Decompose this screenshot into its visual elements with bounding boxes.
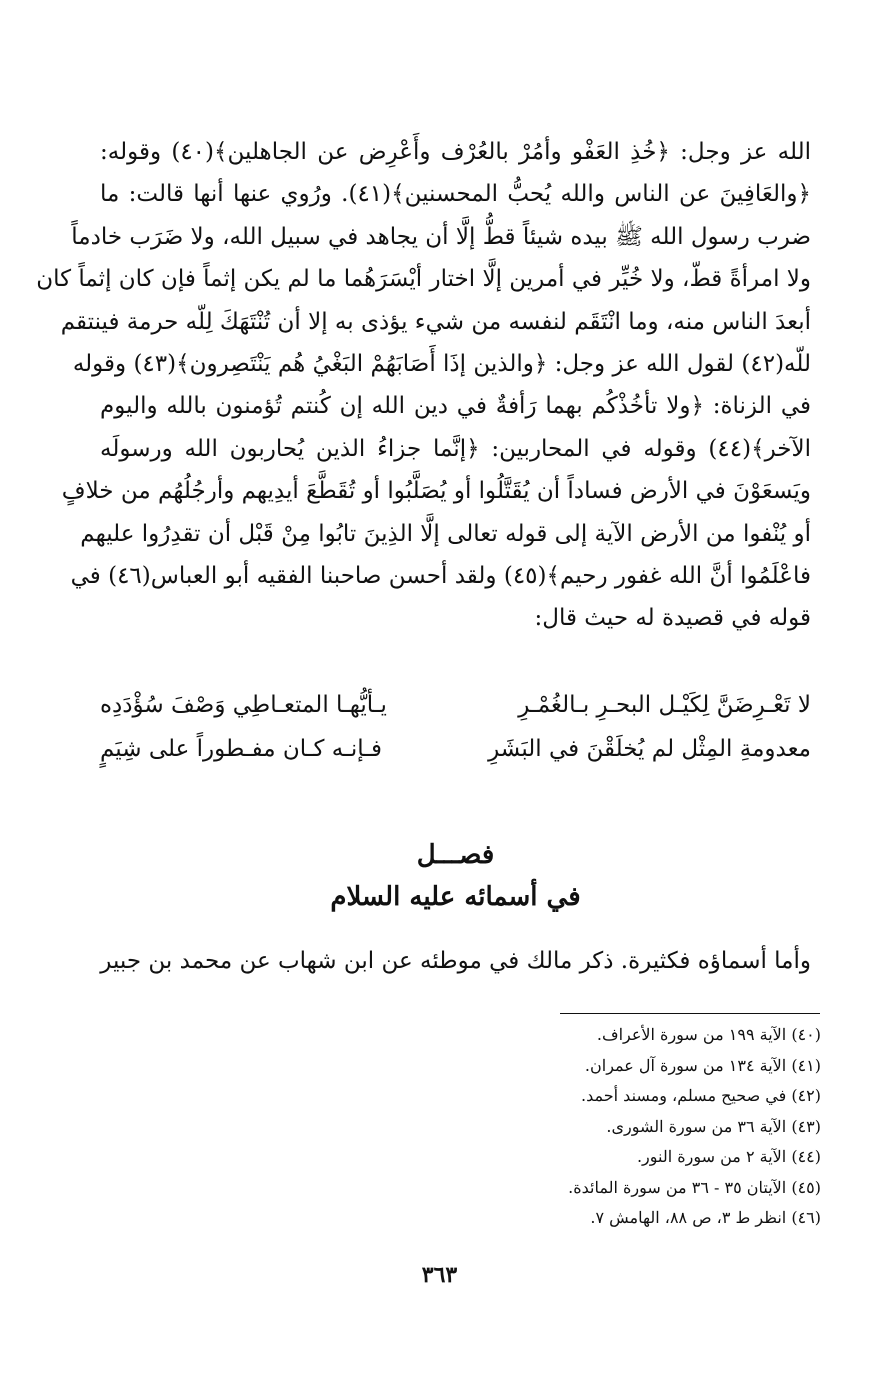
footnote: (٤٥) الآيتان ٣٥ - ٣٦ من سورة المائدة. xyxy=(568,1177,821,1197)
text-line: الله عز وجل: ﴿خُذِ العَفْو وأمُرْ بالعُرْف وأَعْرِض عن الجاهلين﴾(٤٠) وقوله: xyxy=(100,139,811,165)
main-text xyxy=(36,131,811,640)
footnote: (٤٢) في صحيح مسلم، ومسند أحمد. xyxy=(581,1086,821,1105)
text-line: ﴿والعَافِينَ عن الناس والله يُحبُّ المحسنين﴾(٤١). ورُوي عنها أنها قالت: ما xyxy=(100,181,811,208)
footnote: (٤٣) الآية ٣٦ من سورة الشورى. xyxy=(606,1116,821,1136)
verse-second-hemistich: فـإنـه كـان مفـطوراً على شِيَمٍ xyxy=(100,736,383,762)
verse-first-hemistich: معدومةِ المِثْل لم يُخلَقْنَ في البَشَرِ xyxy=(488,736,811,762)
text-line: الآخر﴾(٤٤) وقوله في المحاربين: ﴿إنَّما جزاءُ الذين يُحاربون الله ورسولَه xyxy=(100,435,811,462)
text-line: فاعْلَمُوا أنَّ الله غفور رحيم﴾(٤٥) ولقد أحسن صاحبنا الفقيه أبو العباس(٤٦) في xyxy=(70,562,811,589)
footnote: (٤٠) الآية ١٩٩ من سورة الأعراف. xyxy=(596,1025,821,1044)
section-subheading: في أسمائه عليه السلام xyxy=(330,882,581,912)
footnote: (٤١) الآية ١٣٤ من سورة آل عمران. xyxy=(584,1055,821,1075)
page-number: ٣٦٣ xyxy=(421,1262,458,1288)
text-line: ضرب رسول الله ﷺ بيده شيئاً قطُّ إلَّا أن يجاهد في سبيل الله، ولا ضَرَب خادماً xyxy=(71,223,811,250)
text-line: في الزناة: ﴿ولا تأخُذْكُم بهما رَأفةٌ في دين الله إن كُنتم تُؤمنون بالله واليوم xyxy=(100,393,811,420)
text-line: ولا امرأةً قطّ، ولا خُيِّر في أمرين إلَّا اختار أيْسَرَهُما ما لم يكن إثماً فإن كان إثماً كان xyxy=(36,266,811,293)
text-line: قوله في قصيدة له حيث قال: xyxy=(534,605,811,632)
text-line: أو يُنْفوا من الأرض الآية إلى قوله تعالى إلَّا الذِينَ تابُوا مِنْ قَبْل أن تقدِرُوا عليهم xyxy=(80,520,811,547)
footnote: (٤٤) الآية ٢ من سورة النور. xyxy=(636,1147,821,1166)
text-line: للّه(٤٢) لقول الله عز وجل: ﴿والذين إذَا أَصَابَهُمْ البَغْيُ هُم يَنْتَصِرون﴾(٤٣) وقوله xyxy=(72,350,811,377)
text-line: أبعدَ الناس منه، وما انْتَقَم لنفسه من شيء يؤذى به إلا أن تُنْتَهَكَ لِلّه حرمة فينتقم xyxy=(60,308,811,335)
footnotes xyxy=(421,1020,821,1234)
verse-second-hemistich: يـأيُّهـا المتعـاطِي وَصْفَ سُؤْدَدِه xyxy=(100,692,387,718)
section-intro-text: وأما أسماؤه فكثيرة. ذكر مالك في موطئه عن ابن شهاب عن محمد بن جبير xyxy=(100,948,811,974)
footnote-divider xyxy=(560,1013,820,1014)
poem-verse xyxy=(100,683,811,727)
text-line: ويَسعَوْنَ في الأرض فساداً أن يُقَتَّلُوا أو يُصَلَّبُوا أو تُقَطَّعَ أيدِيهم وأرجُلُهُم من خلافٍ xyxy=(61,478,811,505)
section-heading: فصـــل xyxy=(416,840,495,870)
poem-verse xyxy=(100,727,811,771)
footnote: (٤٦) انظر ط ٣، ص ٨٨، الهامش ٧. xyxy=(590,1208,821,1227)
verse-first-hemistich: لا تَعْـرِضَنَّ لِكَيْـل البحـرِ بـالغُمْـرِ xyxy=(518,692,811,718)
